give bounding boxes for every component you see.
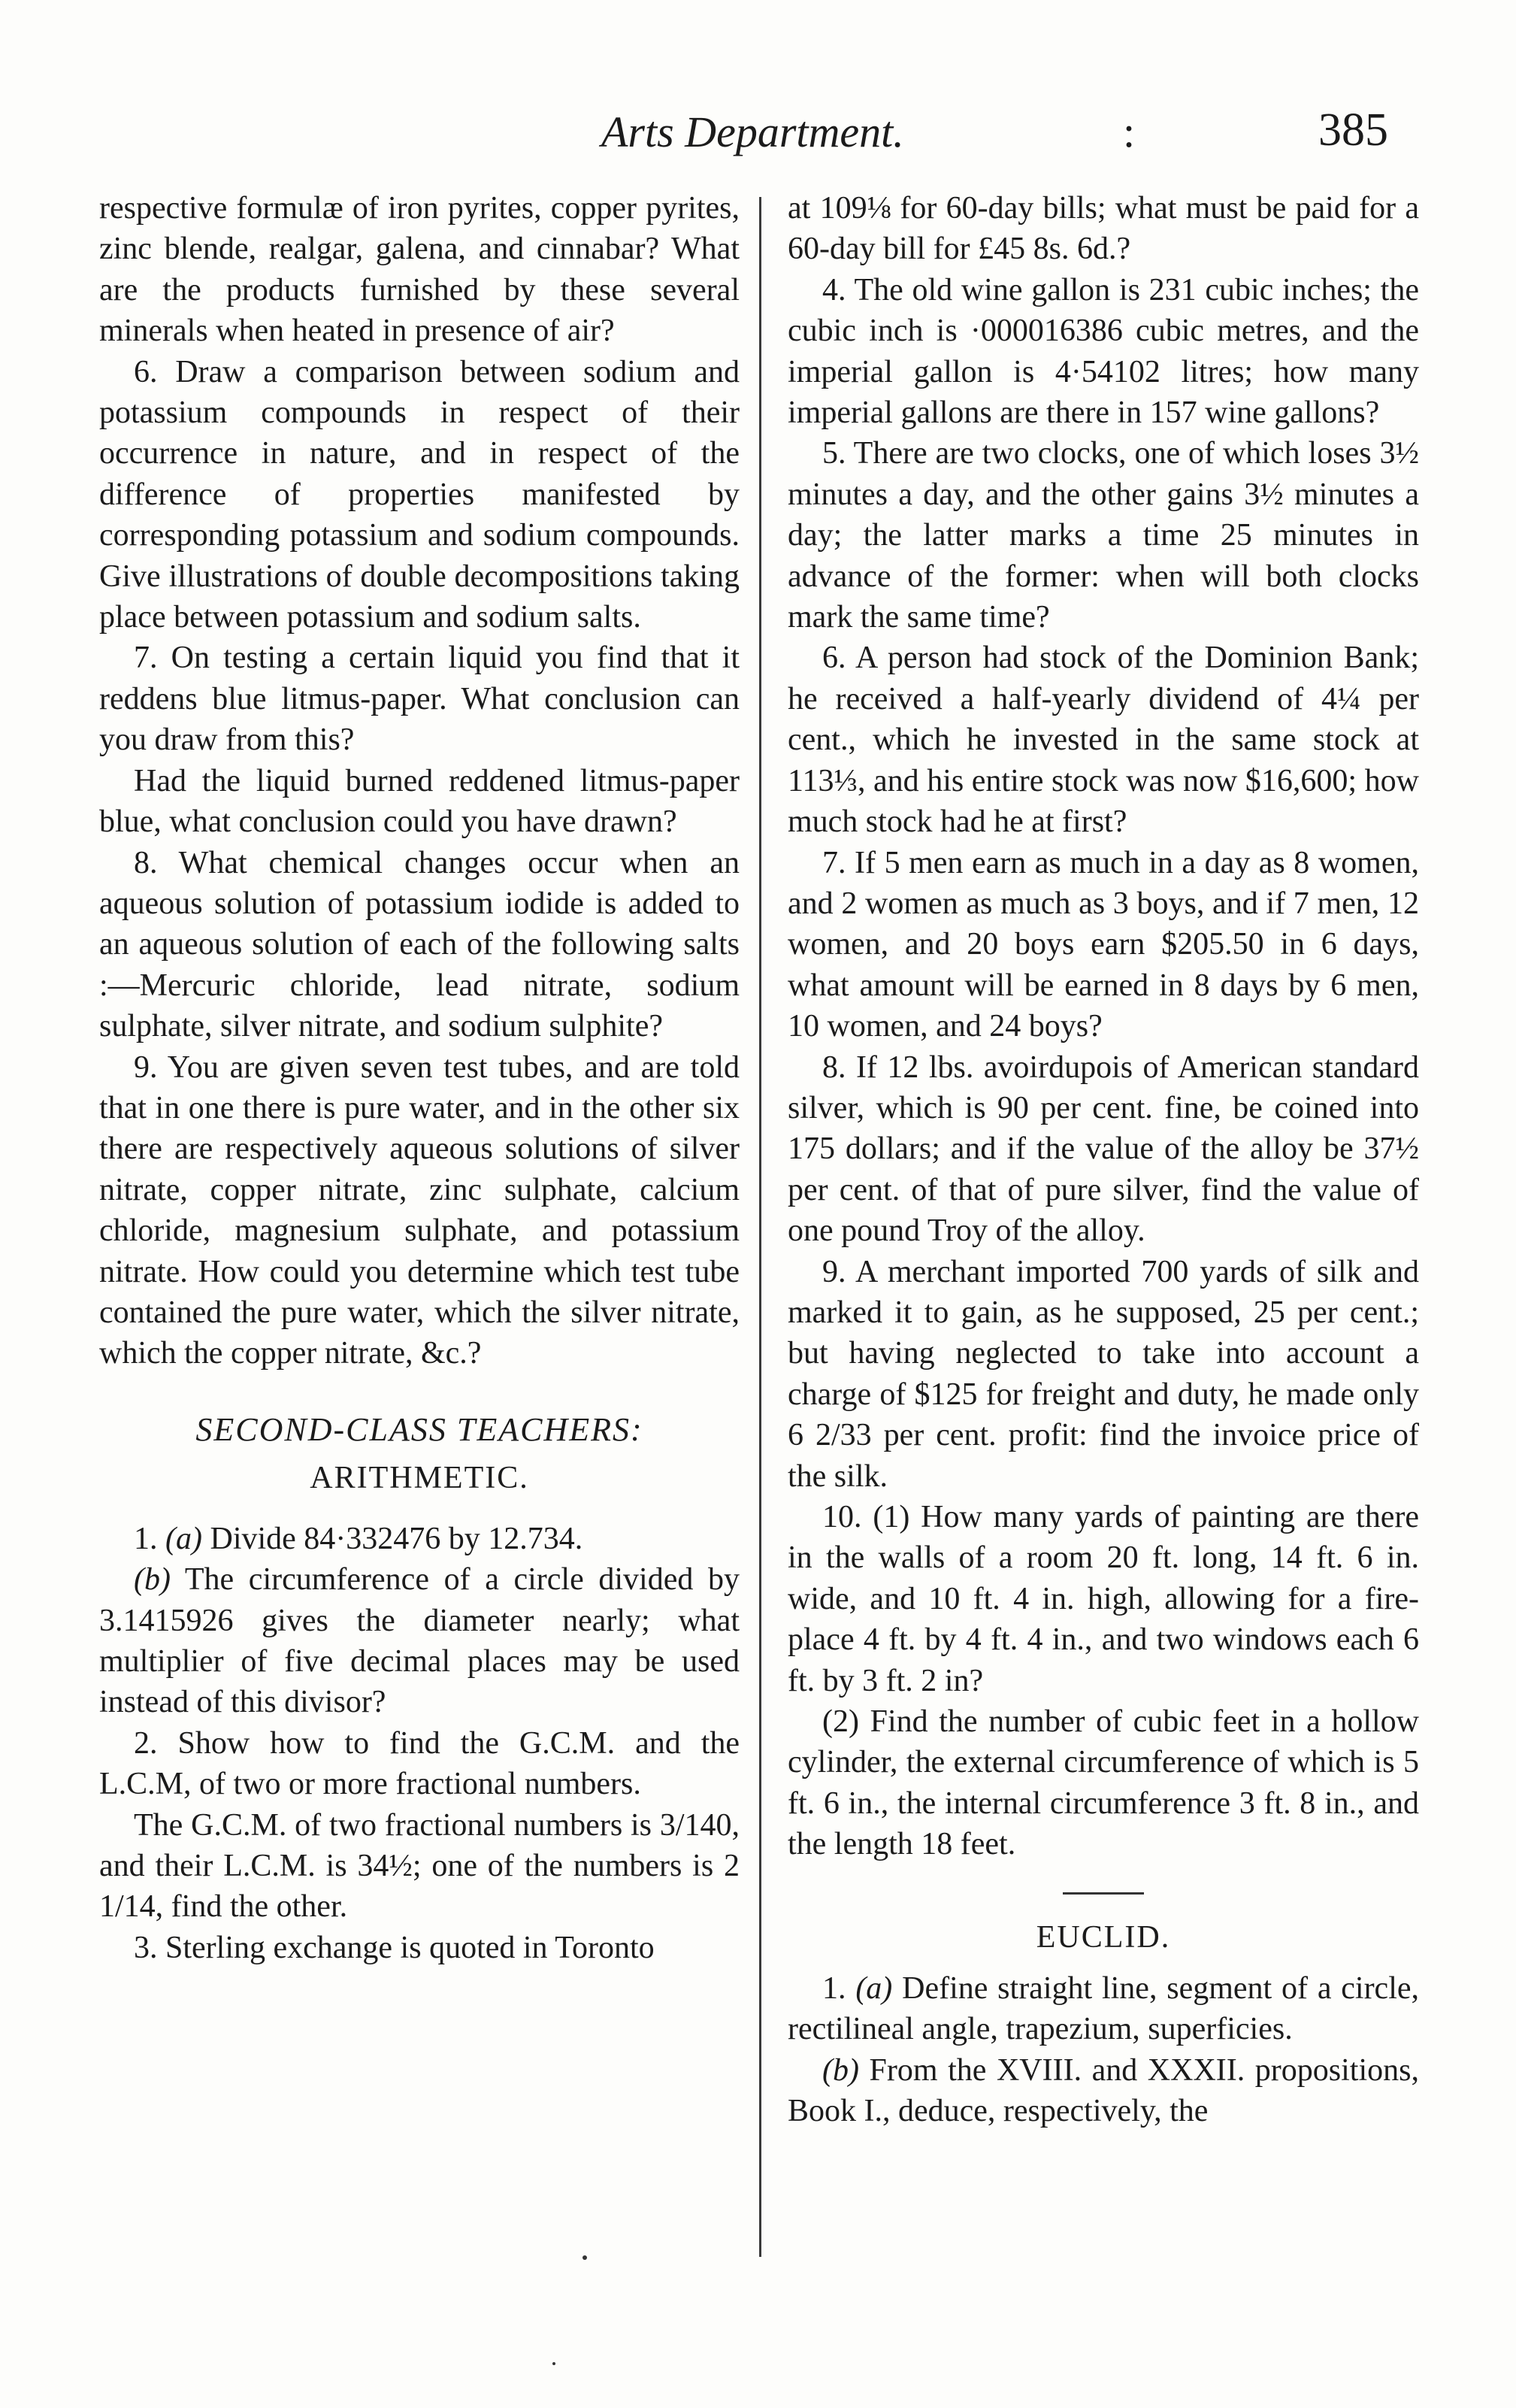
chem-question-7: 7. On testing a certain liquid you find that it reddens blue litmus-paper. What conclusion can you draw from this? [99,641,740,758]
e1a-label: (a) [855,1971,893,2007]
arith-question-2-followup: The G.C.M. of two fractional numbers is 3/140, and their L.C.M. is 34½; one of the numbers is 2 1/14, find the other. [99,1807,740,1925]
print-speck [582,2255,587,2260]
column-divider [759,197,761,2257]
page-number: 385 [1318,104,1388,156]
section-heading [99,1406,740,1502]
arith-question-2: 2. Show how to find the G.C.M. and the L.C.M, of two or more fractional numbers. [99,1725,740,1802]
print-speck [552,2362,555,2365]
arith-question-10-part-2: (2) Find the number of cubic feet in a hollow cylinder, the external circumference of which is 5 ft. 6 in., the internal circumference 3 ft. 8 in., and the length 18 feet. [788,1704,1419,1862]
q1a-label: (a) [165,1521,202,1556]
subject-title-euclid: EUCLID. [1036,1919,1171,1955]
arith-question-5: 5. There are two clocks, one of which loses 3½ minutes a day, and the other gains 3½ minutes a day; the latter marks a time 25 minutes in advance of the former: when will both clocks mark the same time? [788,436,1419,635]
arith-question-7: 7. If 5 men earn as much in a day as 8 women, and 2 women as much as 3 boys, and if 7 men, 12 women, and 20 boys earn $205.50 in 6 days, what amount will be earned in 8 days by 6 men, 10 women, and 24 boys? [788,845,1419,1044]
e1b-text: From the XVIII. and XXXII. propositions, Book I., deduce, respectively, the [788,2052,1419,2129]
e1a-text: Define straight line, segment of a circle, rectilineal angle, trapezium, superficies. [788,1971,1420,2047]
q1a-text: Divide 84·332476 by 12.734. [210,1521,583,1556]
running-title: Arts Department. [601,108,904,156]
chem-question-5-cont: respective formulæ of iron pyrites, copper pyrites, zinc blende, realgar, galena, and cinnabar? What are the products furnished by these several minerals when heated in presence of air? [99,191,740,349]
chem-question-7-followup: Had the liquid burned reddened litmus-paper blue, what conclusion could you have drawn? [99,763,740,840]
left-column [99,188,740,1968]
arith-question-10-part-1: 10. (1) How many yards of painting are there in the walls of a room 20 ft. long, 14 ft. 6 in. wide, and 10 ft. 4 in. high, allowing for a fire-place 4 ft. by 4 ft. 4 in., and two windows each 6 ft. by 3 ft. 2 in? [788,1500,1419,1698]
arith-question-1a [99,1519,740,1559]
arith-question-8: 8. If 12 lbs. avoirdupois of American standard silver, which is 90 per cent. fine, be coined into 175 dollars; and if the value of the alloy be 37½ per cent. of that of pure silver, find the value of one pound Troy of the alloy. [788,1050,1419,1249]
arith-question-9: 9. A merchant imported 700 yards of silk and marked it to gain, as he supposed, 25 per cent.; but having neglected to take into account a charge of $125 for freight and duty, he made only 6 2/33 per cent. profit: find the invoice price of the silk. [788,1254,1419,1494]
arith-question-3: 3. Sterling exchange is quoted in Toronto [134,1930,655,1965]
header-colon: : [1123,108,1136,156]
arith-question-3-cont: at 109⅛ for 60-day bills; what must be paid for a 60-day bill for £45 8s. 6d.? [788,191,1419,267]
q1b-text: The circumference of a circle divided by 3.1415926 gives the diameter nearly; what multiplier of five decimal places may be used instead of this divisor? [99,1562,740,1720]
arith-question-1b [99,1559,740,1723]
euclid-question-1b [788,2050,1419,2132]
section-separator-rule [1063,1892,1144,1895]
q1a-number: 1. [134,1521,158,1556]
chem-question-8: 8. What chemical changes occur when an aqueous solution of potassium iodide is added to an aqueous solution of each of the following salts :—Mercuric chloride, lead nitrate, sodium sulphate, silver nitrate, and sodium sulphite? [99,845,740,1044]
section-title: SECOND-CLASS TEACHERS: [195,1410,643,1448]
arith-question-4: 4. The old wine gallon is 231 cubic inches; the cubic inch is ·000016386 cubic metres, and the imperial gallon is 4·54102 litres; how many imperial gallons are there in 157 wine gallons? [788,272,1419,431]
q1b-label: (b) [134,1562,171,1598]
euclid-question-1a [788,1968,1419,2050]
e1-number: 1. [822,1971,846,2007]
e1b-label: (b) [822,2052,859,2088]
right-column [788,188,1419,2132]
page-header [0,90,1516,173]
chem-question-6: 6. Draw a comparison between sodium and potassium compounds in respect of their occurrence in nature, and in respect of the difference of properties manifested by corresponding potassium and sodium compounds. Give illustrations of double decompositions taking place between potassium and sodium salts. [99,354,740,635]
subject-title-arithmetic: ARITHMETIC. [310,1460,529,1495]
chem-question-9: 9. You are given seven test tubes, and are told that in one there is pure water, and in the other six there are respectively aqueous solutions of silver nitrate, copper nitrate, zinc sulphate, calcium chloride, magnesium sulphate, and potassium nitrate. How could you determine which test tube contained the pure water, which the silver nitrate, which the copper nitrate, &c.? [99,1050,740,1371]
arith-question-6: 6. A person had stock of the Dominion Bank; he received a half-yearly dividend of 4¼ per cent., which he invested in the same stock at 113⅓, and his entire stock was now $16,600; how much stock had he at first? [788,641,1419,840]
